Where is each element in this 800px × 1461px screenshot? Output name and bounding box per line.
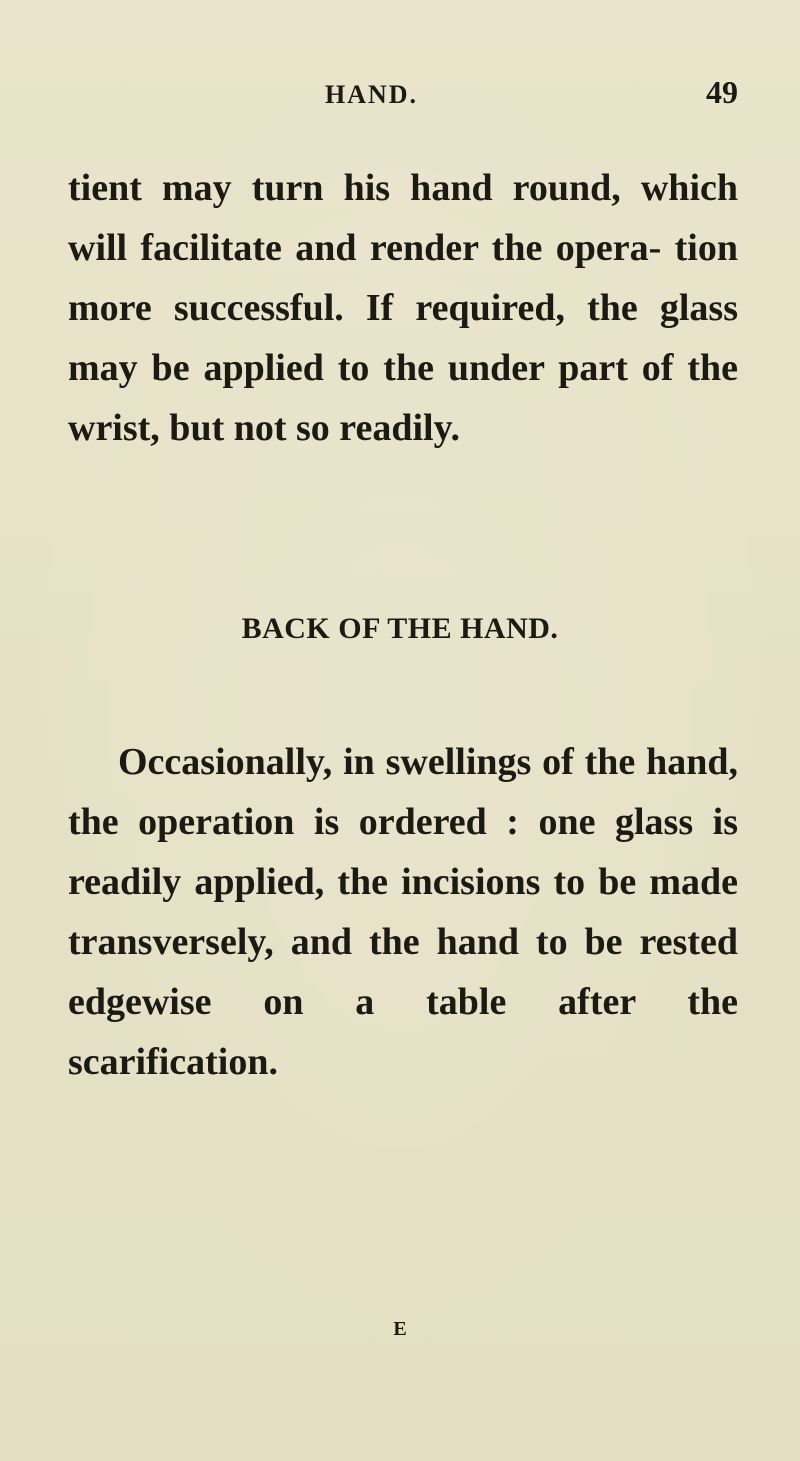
running-head: HAND.: [325, 80, 419, 109]
body-paragraph-2: Occasionally, in swellings of the hand, the operation is ordered : one glass is readily applied, the incisions to be made transversely, and the hand to be rested edgewise on a table after the scarification.: [68, 741, 738, 1083]
page-number: 49: [706, 74, 738, 110]
section-heading: BACK OF THE HAND.: [241, 612, 559, 645]
body-paragraph-1: tient may turn his hand round, which will facilitate and render the opera- tion more successful. If required, the glass may be applied to the under part of the wrist, but not so readily.: [68, 167, 738, 449]
signature-mark: E: [393, 1318, 407, 1340]
